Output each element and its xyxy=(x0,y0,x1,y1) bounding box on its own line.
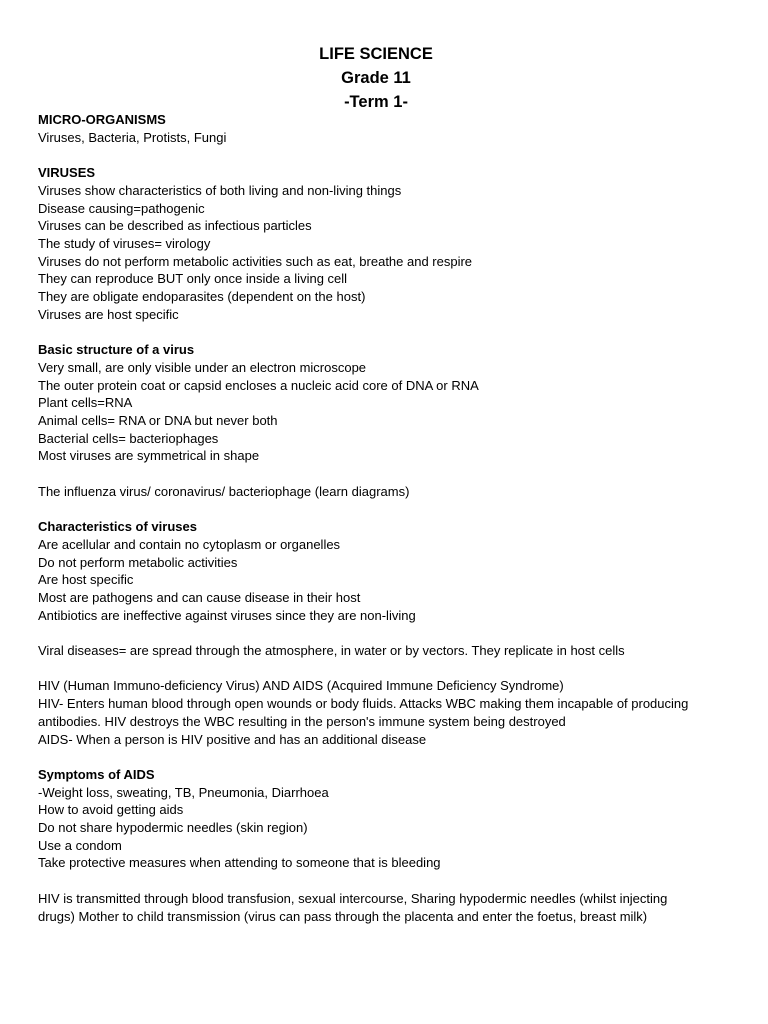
text-line: drugs) Mother to child transmission (virus can pass through the placenta and enter the foetus, breast milk) xyxy=(38,908,648,924)
text-line: HIV- Enters human blood through open wounds or body fluids. Attacks WBC making them incapable of producing xyxy=(38,696,689,712)
text-line: Plant cells=RNA xyxy=(38,395,133,411)
text-line: Very small, are only visible under an electron microscope xyxy=(38,359,367,375)
heading-basic-structure: Basic structure of a virus xyxy=(38,342,195,358)
text-line: Viruses show characteristics of both living and non-living things xyxy=(38,182,402,198)
text-line: Viruses are host specific xyxy=(38,306,179,322)
heading-characteristics: Characteristics of viruses xyxy=(38,519,197,535)
spacer xyxy=(38,872,756,890)
heading-viruses: VIRUSES xyxy=(38,165,96,181)
spacer xyxy=(38,465,756,483)
text-line: Most are pathogens and can cause disease in their host xyxy=(38,589,361,605)
spacer xyxy=(38,500,756,518)
text-line: Take protective measures when attending to someone that is bleeding xyxy=(38,855,441,871)
text-line: Most viruses are symmetrical in shape xyxy=(38,448,260,464)
document-title xyxy=(0,42,752,114)
text-line: HIV is transmitted through blood transfusion, sexual intercourse, Sharing hypodermic needles (whilst injecting xyxy=(38,890,668,906)
text-line: HIV (Human Immuno-deficiency Virus) AND AIDS (Acquired Immune Deficiency Syndrome) xyxy=(38,678,564,694)
text-line: Are host specific xyxy=(38,572,134,588)
heading-symptoms-of-aids: Symptoms of AIDS xyxy=(38,766,155,782)
spacer xyxy=(38,146,756,164)
text-line: Disease causing=pathogenic xyxy=(38,200,205,216)
title-term: -Term 1- xyxy=(344,93,408,111)
spacer xyxy=(38,624,756,642)
spacer xyxy=(38,660,756,678)
text-line: Viral diseases= are spread through the atmosphere, in water or by vectors. They replicate in host cells xyxy=(38,643,625,659)
document-body xyxy=(38,111,756,925)
text-line: Animal cells= RNA or DNA but never both xyxy=(38,412,278,428)
text-line: AIDS- When a person is HIV positive and has an additional disease xyxy=(38,731,427,747)
text-line: They can reproduce BUT only once inside a living cell xyxy=(38,271,348,287)
text-line: The study of viruses= virology xyxy=(38,235,211,251)
spacer xyxy=(38,323,756,341)
text-line: Are acellular and contain no cytoplasm or organelles xyxy=(38,536,341,552)
text-line: Do not perform metabolic activities xyxy=(38,554,238,570)
text-line: Bacterial cells= bacteriophages xyxy=(38,430,219,446)
spacer xyxy=(38,748,756,766)
text-line: Use a condom xyxy=(38,837,122,853)
text-line: The outer protein coat or capsid encloses a nucleic acid core of DNA or RNA xyxy=(38,377,479,393)
text-line: Antibiotics are ineffective against viruses since they are non-living xyxy=(38,607,416,623)
title-subject: LIFE SCIENCE xyxy=(319,45,433,63)
text-line: antibodies. HIV destroys the WBC resulting in the person's immune system being destroyed xyxy=(38,713,566,729)
text-line: How to avoid getting aids xyxy=(38,802,184,818)
heading-micro-organisms: MICRO-ORGANISMS xyxy=(38,112,166,127)
text-line: Do not share hypodermic needles (skin region) xyxy=(38,820,308,836)
title-grade: Grade 11 xyxy=(341,69,411,87)
text-line: Viruses can be described as infectious particles xyxy=(38,218,312,234)
text-line: -Weight loss, sweating, TB, Pneumonia, Diarrhoea xyxy=(38,784,329,800)
text-line: Viruses do not perform metabolic activities such as eat, breathe and respire xyxy=(38,253,473,269)
text-line: The influenza virus/ coronavirus/ bacteriophage (learn diagrams) xyxy=(38,483,410,499)
text-line: Viruses, Bacteria, Protists, Fungi xyxy=(38,129,227,145)
text-line: They are obligate endoparasites (dependent on the host) xyxy=(38,289,366,305)
